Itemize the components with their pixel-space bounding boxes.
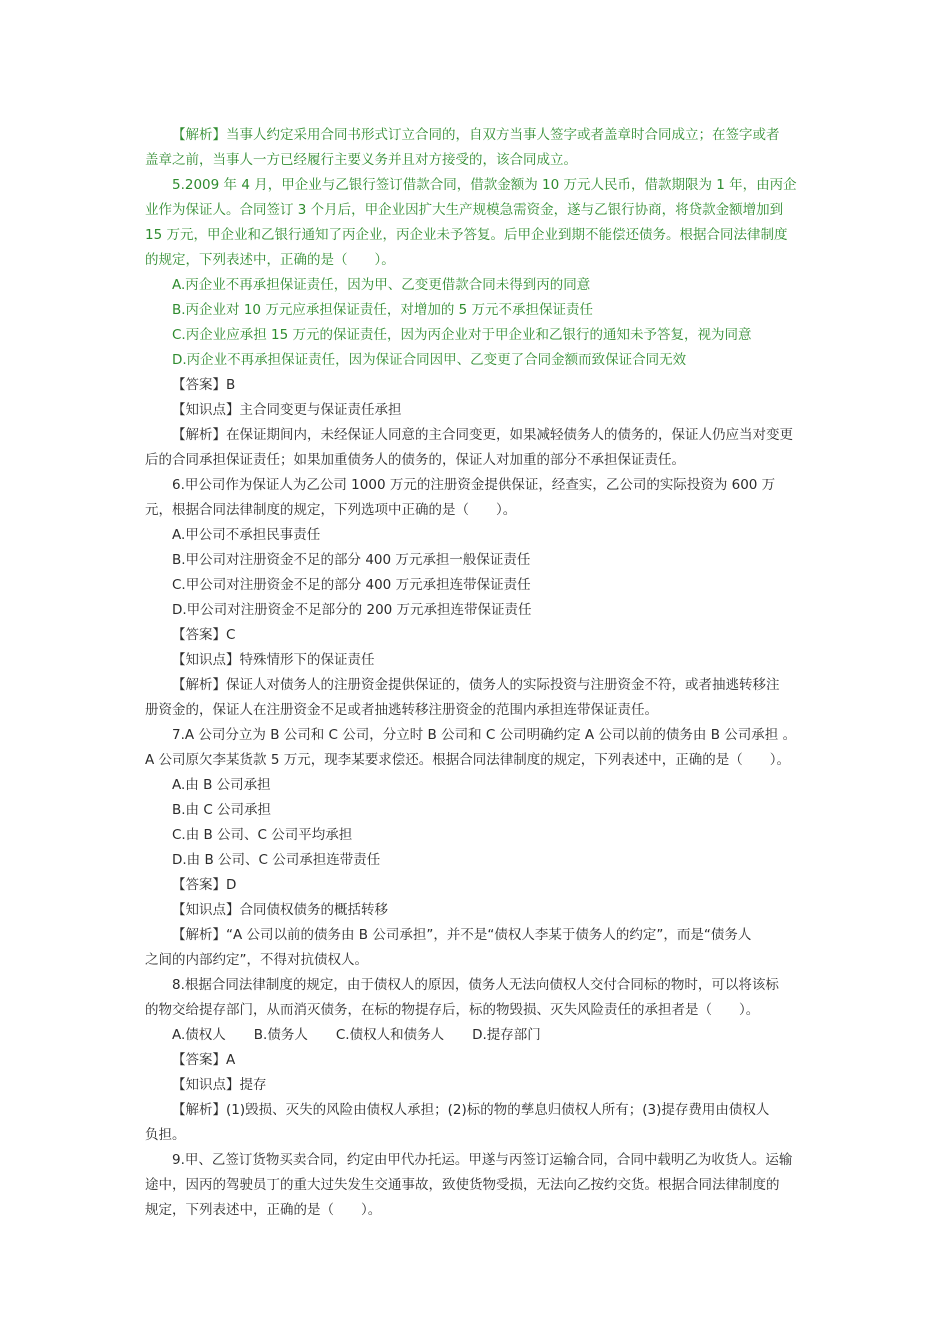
q9-question-line-1: 9.甲、乙签订货物买卖合同，约定由甲代办托运。甲遂与丙签订运输合同，合同中载明乙为收货人。运输 bbox=[172, 1152, 793, 1168]
q8-question-line-1: 8.根据合同法律制度的规定，由于债权人的原因，债务人无法向债权人交付合同标的物时，可以将该标 bbox=[172, 977, 779, 993]
q6-question-line-2: 元，根据合同法律制度的规定，下列选项中正确的是（ ）。 bbox=[145, 502, 517, 518]
q5-answer: 【答案】B bbox=[172, 377, 236, 393]
q5-question-line-3: 15 万元，甲企业和乙银行通知了丙企业，丙企业未予答复。后甲企业到期不能偿还债务。根据合同法律制度 bbox=[145, 227, 788, 243]
q7-option-c: C.由 B 公司、C 公司平均承担 bbox=[172, 827, 353, 843]
q6-answer: 【答案】C bbox=[172, 627, 236, 643]
q7-question-line-2: A 公司原欠李某货款 5 万元，现李某要求偿还。根据合同法律制度的规定，下列表述中，正确的是（ ）。 bbox=[145, 752, 790, 768]
q5-question-line-2: 业作为保证人。合同签订 3 个月后，甲企业因扩大生产规模急需资金，遂与乙银行协商，将贷款金额增加到 bbox=[145, 202, 784, 218]
q9-question-line-3: 规定，下列表述中，正确的是（ ）。 bbox=[145, 1202, 382, 1218]
q6-knowledge: 【知识点】特殊情形下的保证责任 bbox=[172, 652, 375, 668]
q7-analysis-line-2: 之间的内部约定”，不得对抗债权人。 bbox=[145, 952, 368, 968]
q7-knowledge: 【知识点】合同债权债务的概括转移 bbox=[172, 902, 388, 918]
q6-option-d: D.甲公司对注册资金不足部分的 200 万元承担连带保证责任 bbox=[172, 602, 532, 618]
q5-option-d: D.丙企业不再承担保证责任，因为保证合同因甲、乙变更了合同金额而致保证合同无效 bbox=[172, 352, 687, 368]
q4-analysis-line-1: 【解析】当事人约定采用合同书形式订立合同的，自双方当事人签字或者盖章时合同成立；在签字或者 bbox=[172, 127, 780, 143]
q5-option-a: A.丙企业不再承担保证责任，因为甲、乙变更借款合同未得到丙的同意 bbox=[172, 277, 591, 293]
q8-question-line-2: 的物交给提存部门，从而消灭债务，在标的物提存后，标的物毁损、灭失风险责任的承担者是（ ）。 bbox=[145, 1002, 760, 1018]
q6-analysis-line-1: 【解析】保证人对债务人的注册资金提供保证的，债务人的实际投资与注册资金不符，或者抽逃转移注 bbox=[172, 677, 780, 693]
q7-question-line-1: 7.A 公司分立为 B 公司和 C 公司，分立时 B 公司和 C 公司明确约定 A 公司以前的债务由 B 公司承担 。 bbox=[172, 727, 797, 743]
q8-analysis-line-2: 负担。 bbox=[145, 1127, 186, 1143]
q5-question-line-4: 的规定，下列表述中，正确的是（ ）。 bbox=[145, 252, 395, 268]
q6-option-a: A.甲公司不承担民事责任 bbox=[172, 527, 321, 543]
q5-option-c: C.丙企业应承担 15 万元的保证责任，因为丙企业对于甲企业和乙银行的通知未予答复，视为同意 bbox=[172, 327, 752, 343]
q6-analysis-line-2: 册资金的，保证人在注册资金不足或者抽逃转移注册资金的范围内承担连带保证责任。 bbox=[145, 702, 658, 718]
q6-option-b: B.甲公司对注册资金不足的部分 400 万元承担一般保证责任 bbox=[172, 552, 531, 568]
q7-answer: 【答案】D bbox=[172, 877, 237, 893]
q7-option-b: B.由 C 公司承担 bbox=[172, 802, 272, 818]
q8-option-c: C.债权人和债务人 bbox=[335, 1027, 445, 1043]
q8-analysis-line-1: 【解析】(1)毁损、灭失的风险由债权人承担；(2)标的物的孳息归债权人所有；(3)提存费用由债权人 bbox=[172, 1102, 770, 1118]
q5-knowledge: 【知识点】主合同变更与保证责任承担 bbox=[172, 402, 402, 418]
q8-options-row bbox=[145, 1023, 810, 1048]
q7-analysis-line-1: 【解析】“A 公司以前的债务由 B 公司承担”，并不是“债权人李某于债务人的约定”，而是“债务人 bbox=[172, 927, 752, 943]
q5-analysis-line-1: 【解析】在保证期间内，未经保证人同意的主合同变更，如果减轻债务人的债务的，保证人仍应当对变更 bbox=[172, 427, 793, 443]
document-page bbox=[145, 123, 810, 1223]
q7-option-a: A.由 B 公司承担 bbox=[172, 777, 271, 793]
q6-question-line-1: 6.甲公司作为保证人为乙公司 1000 万元的注册资金提供保证，经查实，乙公司的实际投资为 600 万 bbox=[172, 477, 776, 493]
q5-question-line-1: 5.2009 年 4 月，甲企业与乙银行签订借款合同，借款金额为 10 万元人民币，借款期限为 1 年，由丙企 bbox=[172, 177, 797, 193]
q7-option-d: D.由 B 公司、C 公司承担连带责任 bbox=[172, 852, 381, 868]
q8-answer: 【答案】A bbox=[172, 1052, 236, 1068]
q8-option-d: D.提存部门 bbox=[472, 1027, 541, 1043]
q8-knowledge: 【知识点】提存 bbox=[172, 1077, 267, 1093]
q5-analysis-line-2: 后的合同承担保证责任；如果加重债务人的债务的，保证人对加重的部分不承担保证责任。 bbox=[145, 452, 685, 468]
q8-option-b: B.债务人 bbox=[253, 1027, 308, 1043]
q9-question-line-2: 途中，因丙的驾驶员丁的重大过失发生交通事故，致使货物受损，无法向乙按约交货。根据合同法律制度的 bbox=[145, 1177, 780, 1193]
q8-option-a: A.债权人 bbox=[172, 1027, 226, 1043]
q6-option-c: C.甲公司对注册资金不足的部分 400 万元承担连带保证责任 bbox=[172, 577, 531, 593]
q4-analysis-line-2: 盖章之前，当事人一方已经履行主要义务并且对方接受的，该合同成立。 bbox=[145, 152, 577, 168]
q5-option-b: B.丙企业对 10 万元应承担保证责任，对增加的 5 万元不承担保证责任 bbox=[172, 302, 593, 318]
